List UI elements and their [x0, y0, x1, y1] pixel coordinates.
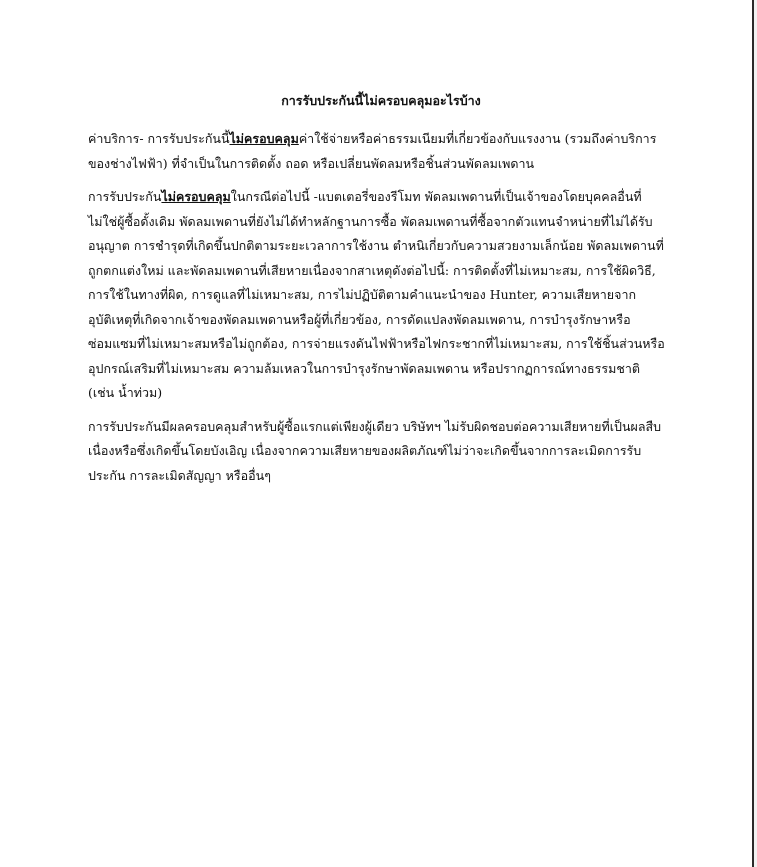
paragraph-text: ค่าบริการ- การรับประกันนี้	[88, 131, 230, 146]
paragraph-text: การรับประกัน	[88, 189, 162, 204]
emphasis-not-covered: ไม่ครอบคลุม	[229, 131, 299, 146]
paragraph-text: การรับประกันมีผลครอบคลุมสำหรับผู้ซื้อแรกแต่เพียงผู้เดียว บริษัทฯ ไม่รับผิดชอบต่อความเสียหายที่เป็นผลสืบเนื่องหรือซึ่งเกิดขึ้นโดยบังเอิญ เนื่องจากความเสียหายของผลิตภัณฑ์ไม่ว่าจะเกิดขึ้นจากการละเมิดการรับประกัน การละเมิดสัญญา หรืออื่นๆ	[88, 418, 662, 483]
paragraph-service-fees	[88, 127, 668, 176]
document-title: การรับประกันนี้ไม่ครอบคลุมอะไรบ้าง	[281, 93, 481, 108]
paragraph-text: ในกรณีต่อไปนี้ -แบตเตอรี่ของรีโมท พัดลมเพดานที่เป็นเจ้าของโดยบุคคลอื่นที่ไม่ใช่ผู้ซื้อดั้งเดิม พัดลมเพดานที่ยังไม่ได้ทำหลักฐานการซื้อ พัดลมเพดานที่ซื้อจากตัวแทนจำหน่ายที่ไม่ได้รับอนุญาต การชำรุดที่เกิดขึ้นปกติตามระยะเวลาการใช้งาน ตำหนิเกี่ยวกับความสวยงามเล็กน้อย พัดลมเพดานที่ถูกตกแต่งใหม่ และพัดลมเพดานที่เสียหายเนื่องจากสาเหตุดังต่อไปนี้: การติดตั้งที่ไม่เหมาะสม, การใช้ผิดวิธี, การใช้ในทางที่ผิด, การดูแลที่ไม่เหมาะสม, การไม่ปฏิบัติตามคำแนะนำของ Hunter, ความเสียหายจากอุบัติเหตุที่เกิดจากเจ้าของพัดลมเพดานหรือผู้ที่เกี่ยวข้อง, การดัดแปลงพัดลมเพดาน, การบำรุงรักษาหรือซ่อมแซมที่ไม่เหมาะสมหรือไม่ถูกต้อง, การจ่ายแรงดันไฟฟ้าหรือไฟกระชากที่ไม่เหมาะสม, การใช้ชิ้นส่วนหรืออุปกรณ์เสริมที่ไม่เหมาะสม ความล้มเหลวในการบำรุงรักษาพัดลมเพดาน หรือปรากฏการณ์ทางธรรมชาติ (เช่น น้ำท่วม)	[88, 189, 665, 400]
paragraph-exclusions	[88, 185, 668, 406]
paragraph-text: ค่าใช้จ่ายหรือค่าธรรมเนียมที่เกี่ยวข้องกับแรงงาน (รวมถึงค่าบริการของช่างไฟฟ้า) ที่จำเป็นในการติดตั้ง ถอด หรือเปลี่ยนพัดลมหรือชิ้นส่วนพัดลมเพดาน	[88, 131, 657, 171]
document-body	[88, 92, 668, 497]
emphasis-not-covered: ไม่ครอบคลุม	[161, 189, 231, 204]
paragraph-original-purchaser	[88, 415, 668, 489]
